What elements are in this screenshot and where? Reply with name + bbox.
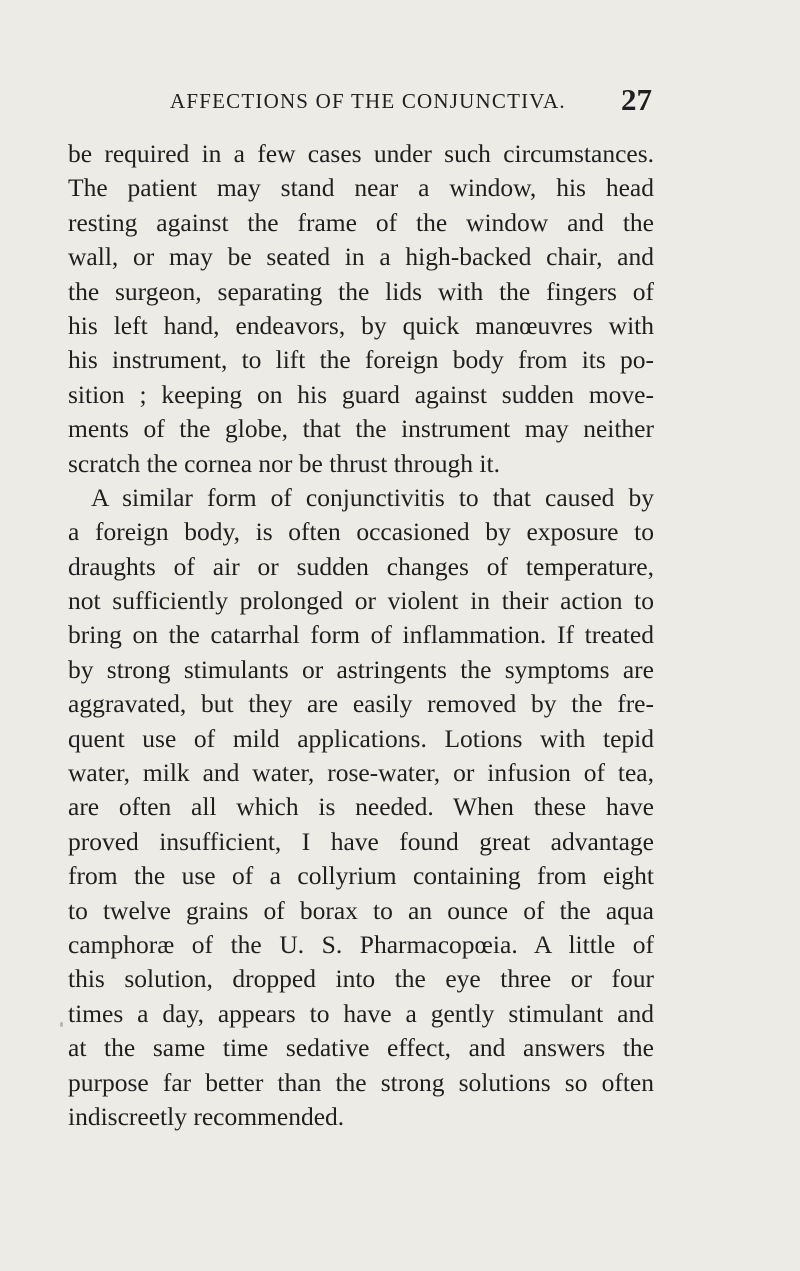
- text-line: at the same time sedative effect, and answers the: [68, 1033, 654, 1063]
- text-line: the surgeon, separating the lids with the fingers of: [68, 276, 654, 306]
- text-line: camphoræ of the U. S. Pharmacopœia. A little of: [68, 929, 654, 959]
- text-line: sition ; keeping on his guard against sudden move-: [68, 379, 654, 409]
- running-head: [68, 82, 652, 122]
- text-line: are often all which is needed. When these have: [68, 792, 654, 822]
- text-line: wall, or may be seated in a high-backed chair, and: [68, 242, 654, 272]
- text-line: bring on the catarrhal form of inflammation. If treated: [68, 620, 654, 650]
- text-line: indiscreetly recommended.: [68, 1101, 345, 1131]
- text-line: his left hand, endeavors, by quick manœuvres with: [68, 310, 654, 340]
- running-title: AFFECTIONS OF THE CONJUNCTIVA.: [170, 89, 566, 113]
- text-line: resting against the frame of the window and the: [68, 207, 654, 237]
- body-text: [68, 137, 654, 1134]
- text-line: a foreign body, is often occasioned by exposure to: [68, 517, 654, 547]
- text-line: scratch the cornea nor be thrust through it.: [68, 448, 500, 478]
- text-line: be required in a few cases under such circumstances.: [68, 139, 654, 168]
- text-line: proved insufficient, I have found great advantage: [68, 826, 654, 856]
- text-line: from the use of a collyrium containing from eight: [68, 861, 654, 891]
- text-line: by strong stimulants or astringents the symptoms are: [68, 654, 654, 684]
- text-line: A similar form of conjunctivitis to that caused by: [91, 482, 654, 512]
- text-line: this solution, dropped into the eye three or four: [68, 964, 654, 994]
- text-line: purpose far better than the strong solutions so often: [68, 1067, 654, 1097]
- text-line: water, milk and water, rose-water, or infusion of tea,: [68, 758, 654, 788]
- text-line: his instrument, to lift the foreign body from its po-: [68, 345, 654, 375]
- text-line: aggravated, but they are easily removed by the fre-: [68, 689, 654, 719]
- text-line: quent use of mild applications. Lotions with tepid: [68, 723, 654, 753]
- text-line: draughts of air or sudden changes of temperature,: [68, 551, 654, 581]
- paper-speck: [60, 1022, 63, 1027]
- text-line: The patient may stand near a window, his head: [68, 173, 654, 203]
- text-line: to twelve grains of borax to an ounce of the aqua: [68, 895, 654, 925]
- text-line: ments of the globe, that the instrument may neither: [68, 414, 654, 444]
- text-line: times a day, appears to have a gently stimulant and: [68, 998, 654, 1028]
- text-line: not sufficiently prolonged or violent in their action to: [68, 586, 654, 616]
- page-number: 27: [621, 82, 652, 117]
